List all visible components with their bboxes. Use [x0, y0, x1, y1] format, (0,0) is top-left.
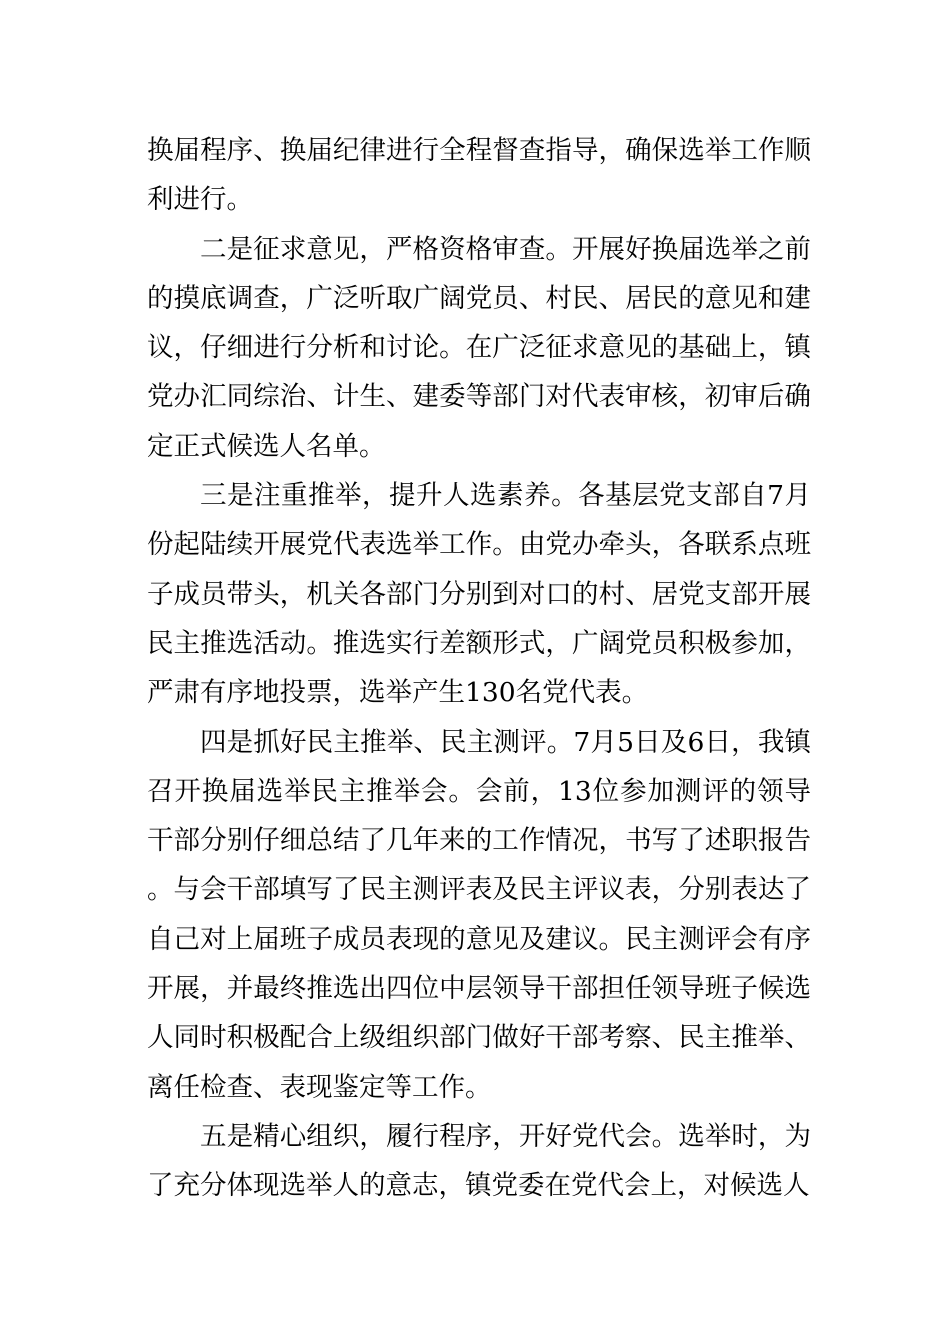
document-body — [147, 126, 811, 1211]
paragraph-item-4: 四是抓好民主推举、民主测评。7月5日及6日，我镇召开换届选举民主推举会。会前，13位参加测评的领导干部分别仔细总结了几年来的工作情况，书写了述职报告。与会干部填写了民主测评表及民主评议表，分别表达了自己对上届班子成员表现的意见及建议。民主测评会有序开展，并最终推选出四位中层领导干部担任领导班子候选人同时积极配合上级组织部门做好干部考察、民主推举、离任检查、表现鉴定等工作。 — [147, 726, 811, 1103]
paragraph-continuation: 换届程序、换届纪律进行全程督查指导，确保选举工作顺利进行。 — [147, 135, 811, 216]
paragraph-item-2: 二是征求意见，严格资格审查。开展好换届选举之前的摸底调查，广泛听取广阔党员、村民、居民的意见和建议，仔细进行分析和讨论。在广泛征求意见的基础上，镇党办汇同综治、计生、建委等部门对代表审核，初审后确定正式候选人名单。 — [147, 233, 811, 462]
paragraph-item-3: 三是注重推举，提升人选素养。各基层党支部自7月份起陆续开展党代表选举工作。由党办牵头，各联系点班子成员带头，机关各部门分别到对口的村、居党支部开展民主推选活动。推选实行差额形式，广阔党员积极参加，严肃有序地投票，选举产生130名党代表。 — [147, 480, 811, 709]
paragraph-item-5: 五是精心组织，履行程序，开好党代会。选举时，为了充分体现选举人的意志，镇党委在党代会上，对候选人 — [147, 1120, 811, 1202]
